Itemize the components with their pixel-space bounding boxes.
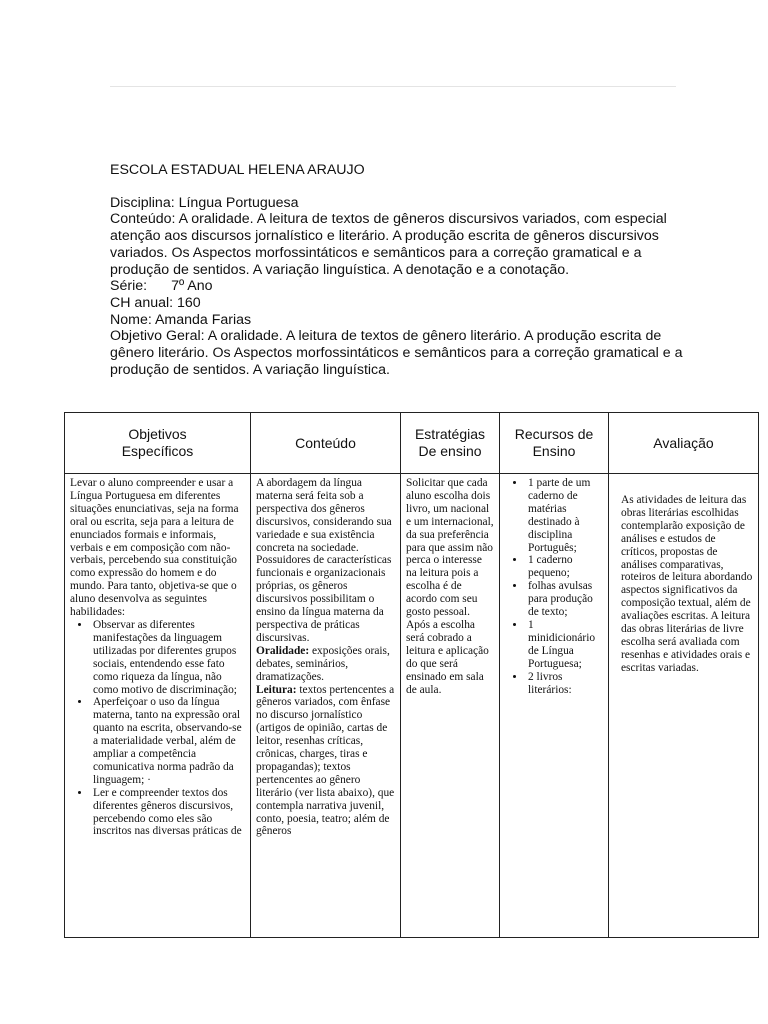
table-body-row <box>65 474 759 938</box>
cell-conteudo <box>251 474 401 938</box>
objetivos-list <box>70 619 245 838</box>
list-item: • Ler e compreender textos dos diferentes gêneros discursivos, percebendo como eles são inscritos nas diversas práticas de <box>91 787 245 839</box>
list-item: • 1 caderno pequeno; <box>526 554 603 580</box>
objetivos-intro: Levar o aluno compreender e usar a Língua Portuguesa em diferentes situações enunciativas, seja na forma oral ou escrita, seja para a leitura de enunciados formais e informais, verbais e em composição com não-verbais, percebendo sua constituição como expressão do homem e do mundo. Para tanto, objetiva-se que o aluno desenvolva as seguintes habilidades: <box>70 477 239 619</box>
cell-recursos <box>500 474 609 938</box>
serie-line <box>110 278 700 295</box>
list-item: • 1 parte de um caderno de matérias destinado à disciplina Português; <box>526 477 603 554</box>
conteudo-oralidade: Oralidade: exposições orais, debates, seminários, dramatizações. <box>256 644 390 683</box>
lesson-plan-table <box>64 412 759 938</box>
school-name: ESCOLA ESTADUAL HELENA ARAUJO <box>110 162 365 178</box>
list-item: • Aperfeiçoar o uso da língua materna, tanto na expressão oral quanto na escrita, observando-se a materialidade verbal, além de ampliar a competência comunicativa norma padrão da linguagem; · <box>91 696 245 786</box>
list-item: • folhas avulsas para produção de texto; <box>526 580 603 619</box>
header-objetivos: Objetivos Específicos <box>65 413 251 474</box>
conteudo-leitura: Leitura: textos pertencentes a gêneros variados, com ênfase no discurso jornalístico (artigos de opinião, cartas de leitor, resenhas críticas, crônicas, charges, tiras e propagandas); textos pertencentes ao gênero literário (ver lista abaixo), que contempla narrativa juvenil, conto, poesia, teatro; além de gêneros <box>256 683 395 838</box>
serie-value: 7º Ano <box>171 278 213 295</box>
list-item: • 2 livros literários: <box>526 671 603 697</box>
nome-line: Nome: Amanda Farias <box>110 311 252 328</box>
disciplina-line: Disciplina: Língua Portuguesa <box>110 194 299 211</box>
ch-anual-line: CH anual: 160 <box>110 294 201 311</box>
conteudo-intro: A abordagem da língua materna será feita sob a perspectiva dos gêneros discursivos, considerando sua variedade e sua existência concreta na sociedade. Possuidores de características funcionais e organizacionais próprias, os gêneros discursivos possibilitam o ensino da língua materna da perspectiva de práticas discursivas. <box>256 477 392 644</box>
header-avaliacao: Avaliação <box>609 413 759 474</box>
document-header <box>110 162 700 378</box>
list-item: • 1 minidicionário de Língua Portuguesa; <box>526 619 603 671</box>
avaliacao-text: As atividades de leitura das obras literárias escolhidas contemplarão exposição de análises e estudos de críticos, propostas de análises comparativas, roteiros de leitura abordando aspectos significativos da composição textual, além de avaliações escritas. A leitura das obras literárias de livre escolha será avaliada com resenhas e atividades orais e escritas variadas. <box>621 494 753 674</box>
header-estrategias: Estratégias De ensino <box>401 413 500 474</box>
list-item: • Observar as diferentes manifestações da linguagem utilizadas por diferentes grupos sociais, entendendo esse fato como riqueza da língua, não como motivo de discriminação; <box>91 619 245 696</box>
cell-objetivos <box>65 474 251 938</box>
recursos-list <box>505 477 603 696</box>
header-recursos: Recursos de Ensino <box>500 413 609 474</box>
header-conteudo: Conteúdo <box>251 413 401 474</box>
objetivo-geral-line: Objetivo Geral: A oralidade. A leitura de textos de gênero literário. A produção escrita de gênero literário. Os Aspectos morfossintáticos e semânticos para a correção gramatical e a produção de sentidos. A variação linguística. <box>110 328 683 378</box>
cell-estrategias <box>401 474 500 938</box>
cell-avaliacao <box>609 474 759 938</box>
serie-label: Série: <box>110 278 148 295</box>
table-header-row <box>65 413 759 474</box>
estrategias-text: Solicitar que cada aluno escolha dois livro, um nacional e um internacional, da sua preferência para que assim não perca o interesse na leitura pois a escolha é de acordo com seu gosto pessoal. Após a escolha será cobrado a leitura e aplicação do que será ensinado em sala de aula. <box>406 477 494 696</box>
page-top-rule <box>110 86 676 87</box>
conteudo-line: Conteúdo: A oralidade. A leitura de textos de gêneros discursivos variados, com especial atenção aos discursos jornalístico e literário. A produção escrita de gêneros discursivos variados. Os Aspectos morfossintáticos e semânticos para a correção gramatical e a produção de sentidos. A variação linguística. A denotação e a conotação. <box>110 211 667 278</box>
